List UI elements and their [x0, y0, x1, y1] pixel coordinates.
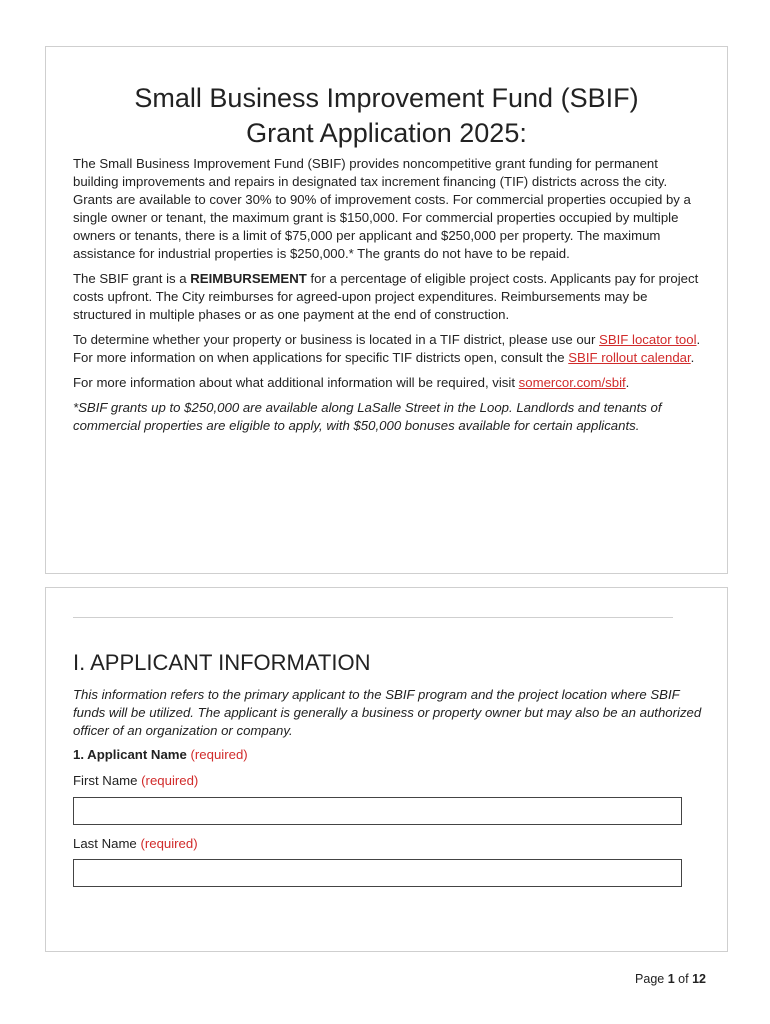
- intro-card: [45, 46, 728, 574]
- intro-paragraph-2: [73, 270, 703, 324]
- intro-p2-text: The SBIF grant is a: [73, 271, 191, 286]
- page-indicator: [635, 972, 706, 986]
- intro-p4-text-end: .: [625, 375, 630, 390]
- intro-paragraph-1: The Small Business Improvement Fund (SBIF) provides noncompetitive grant funding for permanent building improvements and repairs in designated tax increment financing (TIF) districts across the city. Grants are available to cover 30% to 90% of improvement costs. For commercial properties occupied by a single owner or tenant, the maximum grant is $150,000. For commercial properties occupied by multiple owners or tenants, there is a limit of $75,000 per applicant and $250,000 per property. The maximum assistance for industrial properties is $250,000.* The grants do not have to be repaid.: [73, 156, 691, 261]
- sbif-rollout-calendar-link[interactable]: SBIF rollout calendar: [568, 350, 691, 365]
- page-current: 1: [667, 972, 675, 986]
- page-of: of: [678, 972, 689, 986]
- first-name-label: [73, 773, 198, 788]
- last-name-label-text: Last Name: [73, 836, 137, 851]
- reimbursement-emphasis: REIMBURSEMENT: [190, 271, 307, 286]
- intro-paragraph-4: [73, 374, 703, 392]
- last-name-input[interactable]: [73, 859, 682, 887]
- title-line-2: Grant Application 2025:: [246, 118, 527, 148]
- page-word: Page: [635, 972, 665, 986]
- intro-p3-text: To determine whether your property or business is located in a TIF district, please use our: [73, 332, 600, 347]
- intro-p3-text-mid: . For more information on when applications for specific TIF districts open, consult the: [73, 332, 701, 365]
- section-divider: [73, 617, 673, 618]
- section-heading: I. APPLICANT INFORMATION: [73, 650, 371, 675]
- applicant-name-question: [73, 747, 248, 762]
- intro-p4-text: For more information about what additional information will be required, visit: [73, 375, 519, 390]
- lasalle-note: *SBIF grants up to $250,000 are available along LaSalle Street in the Loop. Landlords and tenants of commercial properties are eligible to apply, with $50,000 bonuses available for certain applicants.: [73, 400, 662, 433]
- required-indicator: (required): [190, 747, 248, 762]
- last-name-label: [73, 836, 198, 851]
- applicant-name-label: 1. Applicant Name: [73, 747, 187, 762]
- intro-body: [73, 155, 703, 435]
- title-line-1: Small Business Improvement Fund (SBIF): [134, 83, 639, 113]
- first-name-input[interactable]: [73, 797, 682, 825]
- intro-p2-text-rest: for a percentage of eligible project costs. Applicants pay for project costs upfront. The City reimburses for agreed-upon project expenditures. Reimbursements may be structured in multiple phases or as one payment at the end of construction.: [73, 271, 699, 322]
- first-name-label-text: First Name: [73, 773, 138, 788]
- page-total: 12: [692, 972, 706, 986]
- somercor-link[interactable]: somercor.com/sbif: [518, 375, 626, 390]
- intro-paragraph-3: [73, 331, 703, 367]
- last-name-required: (required): [140, 836, 198, 851]
- intro-p3-text-end: .: [690, 350, 695, 365]
- section-description: This information refers to the primary applicant to the SBIF program and the project location where SBIF funds will be utilized. The applicant is generally a business or property owner but may also be an authorized officer of an organization or company.: [73, 687, 702, 738]
- applicant-information-card: [45, 587, 728, 952]
- first-name-required: (required): [141, 773, 199, 788]
- page-title: [46, 81, 727, 151]
- sbif-locator-tool-link[interactable]: SBIF locator tool: [599, 332, 697, 347]
